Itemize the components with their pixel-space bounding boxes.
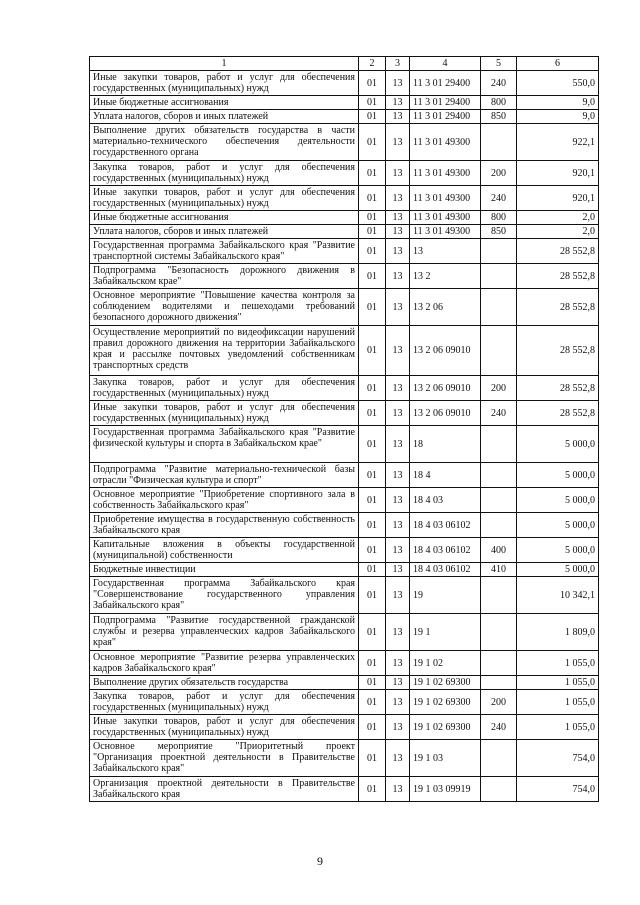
section-code: 01 bbox=[359, 289, 386, 326]
section-code: 01 bbox=[359, 676, 386, 690]
section-code: 01 bbox=[359, 563, 386, 577]
column-header: 5 bbox=[481, 57, 517, 71]
table-row bbox=[90, 110, 599, 124]
amount: 10 342,1 bbox=[517, 577, 599, 614]
row-name: Выполнение других обязательств государства в части материально-технического обеспечения деятельности государственного органа bbox=[90, 124, 359, 161]
column-header: 2 bbox=[359, 57, 386, 71]
amount: 28 552,8 bbox=[517, 264, 599, 289]
expense-type-code: 200 bbox=[481, 161, 517, 186]
expense-type-code: 240 bbox=[481, 401, 517, 426]
section-code: 01 bbox=[359, 651, 386, 676]
target-article-code: 11 3 01 49300 bbox=[410, 211, 481, 225]
amount: 2,0 bbox=[517, 225, 599, 239]
expense-type-code bbox=[481, 239, 517, 264]
subsection-code: 13 bbox=[386, 651, 410, 676]
target-article-code: 18 4 03 06102 bbox=[410, 538, 481, 563]
expense-type-code bbox=[481, 614, 517, 651]
subsection-code: 13 bbox=[386, 690, 410, 715]
subsection-code: 13 bbox=[386, 211, 410, 225]
row-name: Закупка товаров, работ и услуг для обеспечения государственных (муниципальных) нужд bbox=[90, 376, 359, 401]
subsection-code: 13 bbox=[386, 186, 410, 211]
table-row bbox=[90, 96, 599, 110]
table-row bbox=[90, 740, 599, 777]
subsection-code: 13 bbox=[386, 161, 410, 186]
section-code: 01 bbox=[359, 577, 386, 614]
expense-type-code bbox=[481, 264, 517, 289]
table-row bbox=[90, 513, 599, 538]
table-row bbox=[90, 264, 599, 289]
table-row bbox=[90, 488, 599, 513]
row-name: Государственная программа Забайкальского края "Совершенствование государственного управления Забайкальского края" bbox=[90, 577, 359, 614]
expense-type-code bbox=[481, 513, 517, 538]
section-code: 01 bbox=[359, 614, 386, 651]
row-name: Иные закупки товаров, работ и услуг для обеспечения государственных (муниципальных) нужд bbox=[90, 186, 359, 211]
section-code: 01 bbox=[359, 96, 386, 110]
target-article-code: 11 3 01 49300 bbox=[410, 161, 481, 186]
amount: 5 000,0 bbox=[517, 488, 599, 513]
table-row bbox=[90, 289, 599, 326]
expense-type-code bbox=[481, 326, 517, 376]
row-name: Выполнение других обязательств государства bbox=[90, 676, 359, 690]
section-code: 01 bbox=[359, 715, 386, 740]
row-name: Подпрограмма "Развитие государственной гражданской службы и резерва управленческих кадров Забайкальского края" bbox=[90, 614, 359, 651]
section-code: 01 bbox=[359, 488, 386, 513]
table-row bbox=[90, 614, 599, 651]
section-code: 01 bbox=[359, 690, 386, 715]
row-name: Иные закупки товаров, работ и услуг для обеспечения государственных (муниципальных) нужд bbox=[90, 401, 359, 426]
section-code: 01 bbox=[359, 124, 386, 161]
target-article-code: 18 bbox=[410, 426, 481, 463]
amount: 5 000,0 bbox=[517, 538, 599, 563]
table-row bbox=[90, 401, 599, 426]
row-name: Приобретение имущества в государственную собственность Забайкальского края bbox=[90, 513, 359, 538]
subsection-code: 13 bbox=[386, 96, 410, 110]
amount: 920,1 bbox=[517, 186, 599, 211]
amount: 5 000,0 bbox=[517, 463, 599, 488]
expense-type-code bbox=[481, 740, 517, 777]
table-row bbox=[90, 161, 599, 186]
amount: 28 552,8 bbox=[517, 401, 599, 426]
subsection-code: 13 bbox=[386, 225, 410, 239]
section-code: 01 bbox=[359, 71, 386, 96]
row-name: Капитальные вложения в объекты государственной (муниципальной) собственности bbox=[90, 538, 359, 563]
section-code: 01 bbox=[359, 161, 386, 186]
budget-table bbox=[89, 56, 599, 802]
target-article-code: 18 4 bbox=[410, 463, 481, 488]
expense-type-code bbox=[481, 577, 517, 614]
subsection-code: 13 bbox=[386, 488, 410, 513]
expense-type-code bbox=[481, 124, 517, 161]
amount: 1 055,0 bbox=[517, 690, 599, 715]
header-row bbox=[90, 57, 599, 71]
target-article-code: 13 2 06 09010 bbox=[410, 376, 481, 401]
table-row bbox=[90, 463, 599, 488]
expense-type-code: 400 bbox=[481, 538, 517, 563]
table-row bbox=[90, 563, 599, 577]
section-code: 01 bbox=[359, 211, 386, 225]
target-article-code: 19 1 03 bbox=[410, 740, 481, 777]
subsection-code: 13 bbox=[386, 777, 410, 802]
target-article-code: 11 3 01 29400 bbox=[410, 96, 481, 110]
target-article-code: 11 3 01 49300 bbox=[410, 186, 481, 211]
amount: 9,0 bbox=[517, 110, 599, 124]
subsection-code: 13 bbox=[386, 676, 410, 690]
subsection-code: 13 bbox=[386, 463, 410, 488]
row-name: Основное мероприятие "Приоритетный проект "Организация проектной деятельности в Правительстве Забайкальского края" bbox=[90, 740, 359, 777]
row-name: Государственная программа Забайкальского края "Развитие физической культуры и спорта в Забайкальском крае" bbox=[90, 426, 359, 463]
subsection-code: 13 bbox=[386, 577, 410, 614]
row-name: Иные закупки товаров, работ и услуг для обеспечения государственных (муниципальных) нужд bbox=[90, 71, 359, 96]
column-header: 6 bbox=[517, 57, 599, 71]
target-article-code: 13 bbox=[410, 239, 481, 264]
expense-type-code: 240 bbox=[481, 186, 517, 211]
row-name: Основное мероприятие "Приобретение спортивного зала в собственность Забайкальского края" bbox=[90, 488, 359, 513]
section-code: 01 bbox=[359, 463, 386, 488]
amount: 1 055,0 bbox=[517, 651, 599, 676]
amount: 5 000,0 bbox=[517, 563, 599, 577]
expense-type-code bbox=[481, 488, 517, 513]
amount: 922,1 bbox=[517, 124, 599, 161]
row-name: Иные закупки товаров, работ и услуг для обеспечения государственных (муниципальных) нужд bbox=[90, 715, 359, 740]
section-code: 01 bbox=[359, 777, 386, 802]
table-row bbox=[90, 690, 599, 715]
target-article-code: 19 bbox=[410, 577, 481, 614]
amount: 1 055,0 bbox=[517, 715, 599, 740]
target-article-code: 13 2 06 09010 bbox=[410, 401, 481, 426]
table-body bbox=[90, 57, 599, 802]
target-article-code: 18 4 03 06102 bbox=[410, 563, 481, 577]
expense-type-code: 200 bbox=[481, 690, 517, 715]
section-code: 01 bbox=[359, 376, 386, 401]
subsection-code: 13 bbox=[386, 426, 410, 463]
subsection-code: 13 bbox=[386, 326, 410, 376]
row-name: Государственная программа Забайкальского края "Развитие транспортной системы Забайкальского края" bbox=[90, 239, 359, 264]
row-name: Бюджетные инвестиции bbox=[90, 563, 359, 577]
section-code: 01 bbox=[359, 740, 386, 777]
section-code: 01 bbox=[359, 186, 386, 211]
target-article-code: 19 1 02 bbox=[410, 651, 481, 676]
subsection-code: 13 bbox=[386, 538, 410, 563]
row-name: Иные бюджетные ассигнования bbox=[90, 211, 359, 225]
expense-type-code bbox=[481, 777, 517, 802]
section-code: 01 bbox=[359, 538, 386, 563]
amount: 2,0 bbox=[517, 211, 599, 225]
table-row bbox=[90, 211, 599, 225]
target-article-code: 11 3 01 29400 bbox=[410, 110, 481, 124]
subsection-code: 13 bbox=[386, 71, 410, 96]
row-name: Подпрограмма "Безопасность дорожного движения в Забайкальском крае" bbox=[90, 264, 359, 289]
section-code: 01 bbox=[359, 513, 386, 538]
target-article-code: 11 3 01 49300 bbox=[410, 124, 481, 161]
column-header: 4 bbox=[410, 57, 481, 71]
table-row bbox=[90, 71, 599, 96]
row-name: Подпрограмма "Развитие материально-технической базы отрасли "Физическая культура и спорт" bbox=[90, 463, 359, 488]
target-article-code: 19 1 02 69300 bbox=[410, 715, 481, 740]
target-article-code: 19 1 bbox=[410, 614, 481, 651]
target-article-code: 18 4 03 bbox=[410, 488, 481, 513]
table-row bbox=[90, 124, 599, 161]
expense-type-code bbox=[481, 463, 517, 488]
expense-type-code: 800 bbox=[481, 96, 517, 110]
table-row bbox=[90, 651, 599, 676]
row-name: Основное мероприятие "Развитие резерва управленческих кадров Забайкальского края" bbox=[90, 651, 359, 676]
amount: 1 055,0 bbox=[517, 676, 599, 690]
expense-type-code: 200 bbox=[481, 376, 517, 401]
subsection-code: 13 bbox=[386, 264, 410, 289]
amount: 920,1 bbox=[517, 161, 599, 186]
amount: 28 552,8 bbox=[517, 326, 599, 376]
expense-type-code bbox=[481, 289, 517, 326]
amount: 754,0 bbox=[517, 740, 599, 777]
section-code: 01 bbox=[359, 239, 386, 264]
column-header: 1 bbox=[90, 57, 359, 71]
amount: 550,0 bbox=[517, 71, 599, 96]
amount: 28 552,8 bbox=[517, 239, 599, 264]
row-name: Уплата налогов, сборов и иных платежей bbox=[90, 225, 359, 239]
amount: 754,0 bbox=[517, 777, 599, 802]
amount: 5 000,0 bbox=[517, 513, 599, 538]
table-row bbox=[90, 426, 599, 463]
column-header: 3 bbox=[386, 57, 410, 71]
subsection-code: 13 bbox=[386, 740, 410, 777]
table-row bbox=[90, 186, 599, 211]
target-article-code: 11 3 01 49300 bbox=[410, 225, 481, 239]
subsection-code: 13 bbox=[386, 289, 410, 326]
target-article-code: 13 2 06 09010 bbox=[410, 326, 481, 376]
subsection-code: 13 bbox=[386, 124, 410, 161]
section-code: 01 bbox=[359, 110, 386, 124]
amount: 1 809,0 bbox=[517, 614, 599, 651]
expense-type-code: 240 bbox=[481, 71, 517, 96]
amount: 28 552,8 bbox=[517, 289, 599, 326]
expense-type-code: 410 bbox=[481, 563, 517, 577]
row-name: Осуществление мероприятий по видеофиксации нарушений правил дорожного движения на территории Забайкальского края и рассылке почтовых уведомлений собственникам транспортных средств bbox=[90, 326, 359, 376]
section-code: 01 bbox=[359, 264, 386, 289]
subsection-code: 13 bbox=[386, 239, 410, 264]
section-code: 01 bbox=[359, 401, 386, 426]
expense-type-code: 800 bbox=[481, 211, 517, 225]
amount: 5 000,0 bbox=[517, 426, 599, 463]
expense-type-code: 850 bbox=[481, 110, 517, 124]
page-number: 9 bbox=[317, 854, 323, 868]
row-name: Закупка товаров, работ и услуг для обеспечения государственных (муниципальных) нужд bbox=[90, 690, 359, 715]
table-row bbox=[90, 538, 599, 563]
subsection-code: 13 bbox=[386, 110, 410, 124]
target-article-code: 13 2 06 bbox=[410, 289, 481, 326]
amount: 28 552,8 bbox=[517, 376, 599, 401]
target-article-code: 19 1 03 09919 bbox=[410, 777, 481, 802]
table-row bbox=[90, 777, 599, 802]
table-row bbox=[90, 326, 599, 376]
section-code: 01 bbox=[359, 326, 386, 376]
subsection-code: 13 bbox=[386, 513, 410, 538]
expense-type-code bbox=[481, 651, 517, 676]
table-row bbox=[90, 239, 599, 264]
section-code: 01 bbox=[359, 225, 386, 239]
expense-type-code bbox=[481, 426, 517, 463]
expense-type-code: 240 bbox=[481, 715, 517, 740]
row-name: Иные бюджетные ассигнования bbox=[90, 96, 359, 110]
table-row bbox=[90, 376, 599, 401]
subsection-code: 13 bbox=[386, 715, 410, 740]
section-code: 01 bbox=[359, 426, 386, 463]
row-name: Уплата налогов, сборов и иных платежей bbox=[90, 110, 359, 124]
expense-type-code bbox=[481, 676, 517, 690]
target-article-code: 11 3 01 29400 bbox=[410, 71, 481, 96]
target-article-code: 18 4 03 06102 bbox=[410, 513, 481, 538]
amount: 9,0 bbox=[517, 96, 599, 110]
row-name: Основное мероприятие "Повышение качества контроля за соблюдением водителями и пешеходами требований безопасного дорожного движения" bbox=[90, 289, 359, 326]
target-article-code: 13 2 bbox=[410, 264, 481, 289]
table-row bbox=[90, 676, 599, 690]
row-name: Закупка товаров, работ и услуг для обеспечения государственных (муниципальных) нужд bbox=[90, 161, 359, 186]
row-name: Организация проектной деятельности в Правительстве Забайкальского края bbox=[90, 777, 359, 802]
subsection-code: 13 bbox=[386, 401, 410, 426]
expense-type-code: 850 bbox=[481, 225, 517, 239]
table-row bbox=[90, 577, 599, 614]
subsection-code: 13 bbox=[386, 614, 410, 651]
target-article-code: 19 1 02 69300 bbox=[410, 690, 481, 715]
subsection-code: 13 bbox=[386, 376, 410, 401]
target-article-code: 19 1 02 69300 bbox=[410, 676, 481, 690]
table-row bbox=[90, 225, 599, 239]
subsection-code: 13 bbox=[386, 563, 410, 577]
table-row bbox=[90, 715, 599, 740]
